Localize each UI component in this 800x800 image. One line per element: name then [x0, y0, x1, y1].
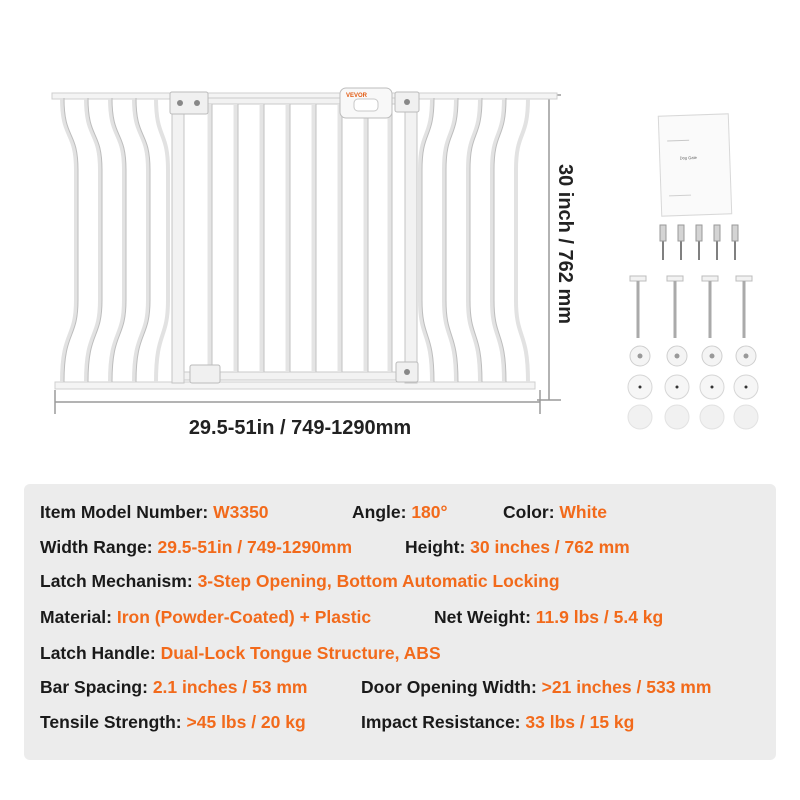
spec-value-bar-spacing: 2.1 inches / 53 mm — [152, 677, 308, 697]
spec-label-model: Item Model Number: — [40, 502, 209, 522]
spec-bar-spacing — [40, 674, 308, 700]
dimension-lines — [55, 95, 561, 414]
spec-label-material: Material: — [40, 607, 112, 627]
spec-value-latch-handle: Dual-Lock Tongue Structure, ABS — [160, 643, 441, 663]
spec-material — [40, 604, 371, 630]
spindle-rods — [630, 276, 752, 338]
nuts — [630, 346, 756, 366]
spec-latch-handle — [40, 640, 441, 666]
width-dimension-label: 29.5-51in / 749-1290mm — [188, 417, 412, 439]
spec-width-range — [40, 534, 352, 560]
spec-value-net-weight: 11.9 lbs / 5.4 kg — [535, 607, 664, 627]
spec-door-opening — [361, 674, 711, 700]
spec-tensile — [40, 709, 306, 735]
spec-label-door-opening: Door Opening Width: — [361, 677, 537, 697]
spec-value-color: White — [559, 502, 608, 522]
accessories — [628, 114, 758, 429]
spec-value-material: Iron (Powder-Coated) + Plastic — [116, 607, 372, 627]
latch-handle — [340, 88, 392, 118]
door-bars — [210, 104, 390, 372]
height-dimension-label: 30 inch / 762 mm — [554, 163, 576, 325]
spec-color — [503, 499, 607, 525]
spec-label-height: Height: — [405, 537, 466, 557]
spec-label-tensile: Tensile Strength: — [40, 712, 182, 732]
spec-label-width-range: Width Range: — [40, 537, 153, 557]
spec-value-width-range: 29.5-51in / 749-1290mm — [157, 537, 353, 557]
spec-label-bar-spacing: Bar Spacing: — [40, 677, 148, 697]
spec-value-door-opening: >21 inches / 533 mm — [541, 677, 712, 697]
spec-value-impact: 33 lbs / 15 kg — [525, 712, 635, 732]
spec-value-height: 30 inches / 762 mm — [470, 537, 630, 557]
spec-value-latch-mechanism: 3-Step Opening, Bottom Automatic Locking — [197, 571, 560, 591]
spec-label-latch-handle: Latch Handle: — [40, 643, 156, 663]
spec-net-weight — [434, 604, 663, 630]
wall-cups — [628, 375, 758, 399]
brand-label: VEVOR — [346, 93, 368, 99]
spec-latch-mechanism — [40, 568, 560, 594]
spec-label-angle: Angle: — [352, 502, 407, 522]
gate — [52, 88, 557, 389]
manual-booklet — [658, 114, 731, 216]
spec-value-tensile: >45 lbs / 20 kg — [186, 712, 306, 732]
spec-height — [405, 534, 630, 560]
spec-label-color: Color: — [503, 502, 555, 522]
adhesive-pads — [628, 405, 758, 429]
spec-value-model: W3350 — [213, 502, 269, 522]
spec-label-latch-mechanism: Latch Mechanism: — [40, 571, 193, 591]
spec-impact — [361, 709, 634, 735]
spec-label-net-weight: Net Weight: — [434, 607, 531, 627]
spec-label-impact: Impact Resistance: — [361, 712, 521, 732]
spec-row-model-angle-color — [40, 499, 269, 525]
spec-value-angle: 180° — [411, 502, 448, 522]
manual-title: Dog Gate — [679, 154, 697, 161]
spec-angle — [352, 499, 448, 525]
